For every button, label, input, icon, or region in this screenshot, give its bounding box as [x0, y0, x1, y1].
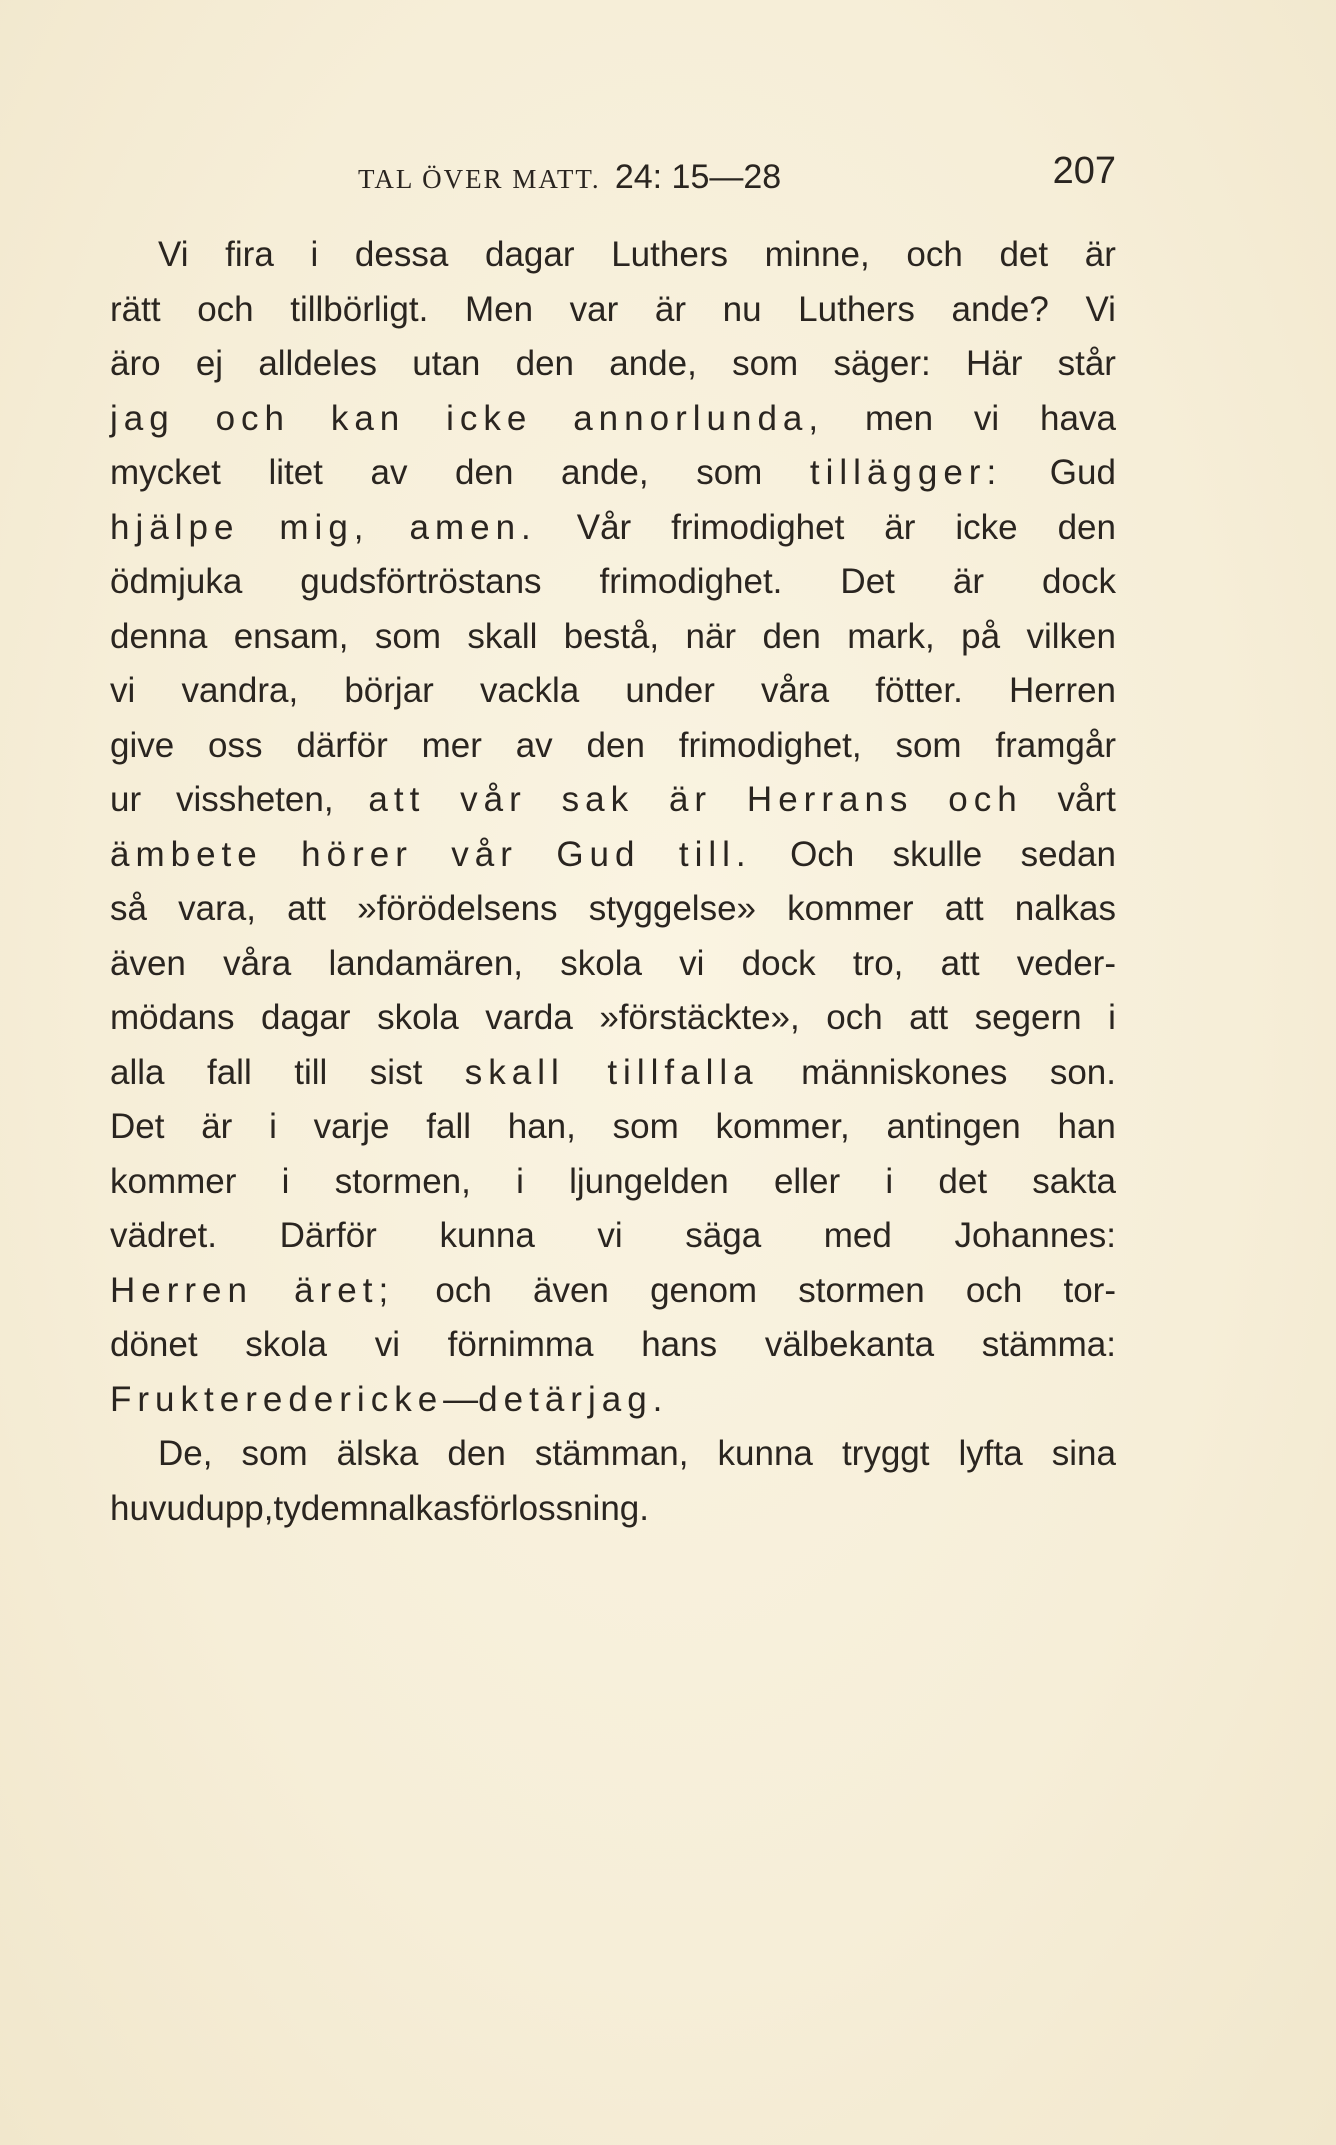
word: är [544, 1379, 588, 1419]
word: eder [262, 1379, 357, 1419]
word: sedan [1020, 834, 1116, 874]
page-number: 207 [1052, 150, 1116, 192]
word: ande, [609, 344, 697, 383]
word: tillfalla [607, 1052, 759, 1092]
word: amen. [409, 507, 537, 547]
word: förnimma [447, 1325, 594, 1364]
word: till [294, 1052, 328, 1092]
word: våra [223, 943, 292, 983]
word: dem [300, 1488, 369, 1528]
word: ty [273, 1488, 301, 1528]
word: dagar [485, 235, 575, 274]
word: välbekanta [764, 1325, 935, 1364]
word: av [370, 453, 408, 492]
word: huvud [110, 1488, 206, 1528]
word: icke [955, 507, 1018, 547]
word: Frukter [110, 1379, 263, 1419]
text-line [110, 501, 1116, 556]
text-line [110, 337, 1116, 392]
word: mer [421, 725, 482, 765]
word: fall [426, 1107, 471, 1146]
word: skall [464, 1052, 565, 1092]
word: mödans [110, 998, 235, 1037]
word: äret; [294, 1270, 395, 1310]
word: framgår [995, 725, 1116, 765]
word: dönet [110, 1325, 198, 1364]
word: sina [1051, 1434, 1116, 1473]
word: segern [974, 998, 1082, 1037]
word: eller [773, 1161, 841, 1201]
word: mycket [110, 453, 221, 492]
word: frimodighet [671, 507, 845, 547]
word: alla [110, 1052, 165, 1092]
word: hans [641, 1325, 718, 1364]
text-line [110, 773, 1116, 828]
text-line [110, 828, 1116, 883]
word: i [310, 235, 319, 274]
word: även [532, 1270, 609, 1310]
word: ande? [951, 289, 1049, 329]
word: hjälpe [110, 507, 240, 547]
word: det [938, 1161, 988, 1201]
word: oss [208, 725, 263, 765]
word: kunna [439, 1216, 535, 1255]
word: utan [412, 344, 481, 383]
word: vi [973, 398, 1000, 438]
word: son. [1049, 1052, 1116, 1092]
word: i [281, 1161, 290, 1201]
word: tor- [1063, 1270, 1116, 1310]
running-title-text: TAL ÖVER MATT. [358, 164, 601, 194]
word: förlossning. [470, 1488, 649, 1528]
word: styggelse» [588, 889, 757, 928]
word: och [826, 998, 883, 1037]
word: frimodighet. [599, 562, 783, 601]
word: »förstäckte», [599, 998, 800, 1037]
word: ämbete [110, 834, 263, 874]
word: är [952, 562, 985, 601]
word: varda [485, 998, 573, 1037]
word: denna [110, 616, 208, 656]
word: vår [451, 834, 518, 874]
word: sist [369, 1052, 423, 1092]
word: hörer [301, 834, 413, 874]
word: Luthers [611, 235, 728, 274]
word: och [906, 235, 963, 274]
word: därför [296, 725, 388, 765]
word: Vi [1085, 289, 1116, 329]
word: så [110, 889, 147, 928]
word: dessa [354, 235, 449, 274]
word: vissheten, [175, 780, 334, 819]
word: och [215, 398, 290, 438]
word: är [668, 780, 713, 819]
word: gudsförtröstans [300, 562, 542, 601]
word: som [241, 1434, 308, 1473]
word: tillbörligt. [290, 289, 429, 329]
word: — [443, 1379, 479, 1419]
word: landamären, [328, 943, 524, 983]
word: den [1057, 507, 1116, 547]
word: som [732, 344, 799, 383]
word: till. [678, 834, 752, 874]
word: Därför [279, 1216, 377, 1255]
word: fötter. [875, 671, 963, 710]
text-line [110, 937, 1116, 992]
word: den [515, 344, 575, 383]
word: att [368, 780, 426, 819]
word: säga [685, 1216, 762, 1255]
word: mark, [847, 616, 935, 656]
word: skola [245, 1325, 327, 1364]
word: är [884, 507, 916, 547]
text-line [110, 1046, 1116, 1101]
word: det [478, 1379, 545, 1419]
word: skola [377, 998, 459, 1037]
word: antingen [886, 1107, 1021, 1146]
word: minne, [764, 235, 870, 274]
word: frimodighet, [678, 725, 862, 765]
text-line [110, 719, 1116, 774]
word: kunna [717, 1434, 813, 1473]
word: ande, [561, 453, 649, 492]
word: att [940, 943, 980, 983]
word: dock [1042, 562, 1116, 601]
word: nalkas [368, 1488, 470, 1528]
word: jag [110, 398, 175, 438]
word: börjar [344, 671, 434, 710]
word: Herren [110, 1270, 253, 1310]
word: vandra, [181, 671, 299, 710]
word: som [895, 725, 962, 765]
word: genom [650, 1270, 758, 1310]
word: men [864, 398, 934, 438]
text-line [110, 1482, 1116, 1537]
word: Gud [1049, 453, 1116, 492]
scripture-reference: 24: 15—28 [614, 158, 782, 196]
word: fall [206, 1052, 252, 1092]
word: den [762, 616, 821, 656]
word: dock [741, 943, 816, 983]
word: ödmjuka [110, 562, 243, 601]
word: icke [446, 398, 533, 438]
word: stämma: [981, 1325, 1116, 1364]
word: även [110, 943, 186, 983]
word: »förödelsens [357, 889, 558, 928]
word: alldeles [258, 344, 378, 383]
word: kan [330, 398, 406, 438]
word: är [201, 1107, 233, 1146]
word: sak [561, 780, 635, 819]
word: vi [679, 943, 705, 983]
word: kommer [787, 889, 914, 928]
word: det [999, 235, 1049, 274]
word: skola [560, 943, 642, 983]
word: vackla [479, 671, 580, 710]
running-title [358, 158, 781, 197]
word: stormen, [334, 1161, 471, 1201]
word: bestå, [563, 616, 660, 656]
word: ensam, [233, 616, 349, 656]
word: vi [110, 671, 136, 710]
word: vädret. [110, 1216, 217, 1255]
word: ej [195, 344, 224, 383]
word: var [569, 289, 619, 329]
word: under [625, 671, 715, 710]
word: De, [158, 1434, 213, 1473]
word: skall [467, 616, 538, 656]
word: äro [110, 344, 161, 383]
word: är [1084, 235, 1116, 274]
word: i [1108, 998, 1116, 1037]
text-line [110, 228, 1116, 283]
word: när [685, 616, 737, 656]
word: han, [507, 1107, 576, 1146]
word: Vi [158, 235, 189, 274]
word: upp, [205, 1488, 274, 1528]
text-line [110, 283, 1116, 338]
word: give [110, 725, 175, 765]
word: i [885, 1161, 894, 1201]
word: tillägger: [809, 453, 1003, 492]
word: den [455, 453, 514, 492]
word: Vår [576, 507, 632, 547]
word: rätt [110, 289, 161, 329]
word: stormen [798, 1270, 925, 1310]
word: annorlunda, [573, 398, 825, 438]
text-line [110, 1373, 1116, 1428]
word: i [269, 1107, 277, 1146]
word: nalkas [1014, 889, 1116, 928]
text-line [110, 1427, 1116, 1482]
word: säger: [833, 344, 931, 383]
word: fira [225, 235, 274, 274]
word: Luthers [798, 289, 915, 329]
word: lyfta [958, 1434, 1023, 1473]
word: Det [110, 1107, 165, 1146]
word: mig, [279, 507, 370, 547]
body-text [110, 228, 1116, 1536]
word: vårt [1057, 780, 1116, 819]
word: som [374, 616, 441, 656]
text-line [110, 991, 1116, 1046]
page-header [358, 148, 1116, 198]
word: den [586, 725, 645, 765]
word: den [447, 1434, 506, 1473]
word: kommer [110, 1161, 237, 1201]
word: kommer, [715, 1107, 850, 1146]
word: skulle [892, 834, 983, 874]
word: nu [722, 289, 762, 329]
word: står [1057, 344, 1116, 383]
text-line [110, 555, 1116, 610]
word: Här [965, 344, 1023, 383]
word: är [654, 289, 687, 329]
word: stämman, [534, 1434, 689, 1473]
word: ljungelden [569, 1161, 729, 1201]
word: veder- [1016, 943, 1116, 983]
text-line [110, 1100, 1116, 1155]
text-line [110, 392, 1116, 447]
word: av [515, 725, 553, 765]
word: ur [110, 780, 142, 819]
word: Gud [556, 834, 641, 874]
word: jag. [587, 1379, 669, 1419]
word: och [948, 780, 1023, 819]
word: Herren [1009, 671, 1116, 710]
word: vi [374, 1325, 400, 1364]
word: Det [840, 562, 895, 601]
word: att [287, 889, 326, 928]
word: och [435, 1270, 492, 1310]
word: icke [356, 1379, 444, 1419]
word: att [944, 889, 984, 928]
word: med [823, 1216, 892, 1255]
word: hava [1040, 398, 1116, 438]
word: älska [336, 1434, 419, 1473]
word: människones [801, 1052, 1008, 1092]
word: vår [460, 780, 527, 819]
word: våra [761, 671, 830, 710]
text-line [110, 446, 1116, 501]
word: litet [268, 453, 323, 492]
word: Men [464, 289, 534, 329]
word: och [197, 289, 254, 329]
word: varje [313, 1107, 390, 1146]
word: vilken [1026, 616, 1116, 656]
word: Johannes: [954, 1216, 1116, 1255]
word: dagar [261, 998, 351, 1037]
word: tro, [852, 943, 904, 983]
word: sakta [1032, 1161, 1116, 1201]
text-line [110, 1155, 1116, 1210]
word: som [612, 1107, 679, 1146]
word: Herrans [746, 780, 914, 819]
word: och [965, 1270, 1023, 1310]
text-line [110, 1318, 1116, 1373]
text-line [110, 1264, 1116, 1319]
word: på [961, 616, 1001, 656]
word: vi [597, 1216, 623, 1255]
word: i [516, 1161, 524, 1201]
word: Och [790, 834, 855, 874]
word: tryggt [841, 1434, 930, 1473]
word: som [696, 453, 763, 492]
word: vara, [178, 889, 256, 928]
word: han [1057, 1107, 1116, 1146]
text-line [110, 610, 1116, 665]
text-line [110, 664, 1116, 719]
text-line [110, 882, 1116, 937]
word: att [909, 998, 949, 1037]
text-line [110, 1209, 1116, 1264]
